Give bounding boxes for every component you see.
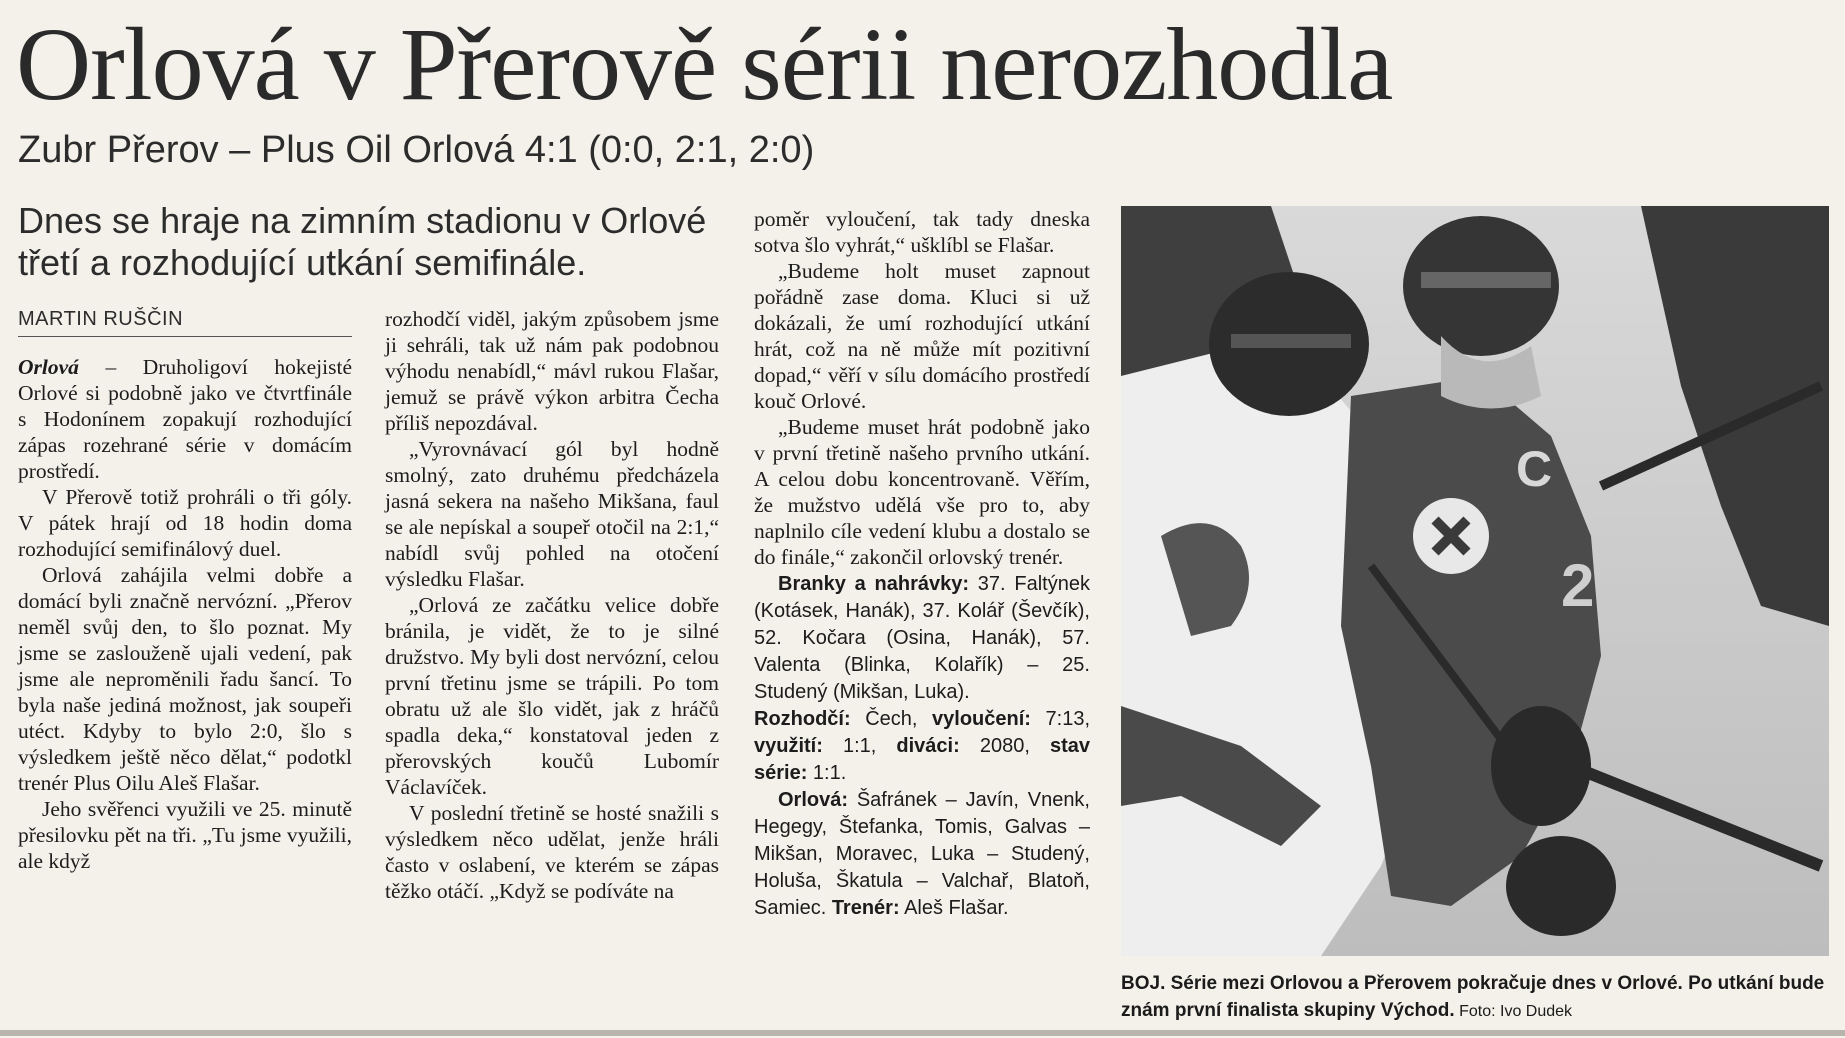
page-bottom-rule [0,1030,1845,1036]
paragraph: „Vyrovnávací gól byl hodně smolný, zato druhému předcházela jasná sekera na našeho Mikšana, faul se ale nepískal a soupeř otočil na 2:1,“ nabídl svůj pohled na otočení výsledku Flašar. [385,437,719,591]
stat-label: Rozhodčí: [754,708,851,730]
stat-label: Orlová: [778,789,849,811]
stat-label: stav série: [754,735,1090,784]
paragraph: „Budeme holt muset zapnout pořádně zase doma. Kluci si už dokázali, že umí rozhodující utkání hrát, což na ně může mít pozitivní dopad,“ věří v sílu domácího prostředí kouč Orlové. [754,259,1090,413]
glove [1506,836,1616,936]
stat-value: 37. Faltýnek (Kotásek, Hanák), 37. Kolář (Ševčík), 52. Kočara (Osina, Hanák), 57. Valenta (Blinka, Kolařík) – 25. Studený (Mikšan, Luka). [754,573,1090,703]
hockey-photo [1121,206,1829,956]
jersey-number: 2 [1561,552,1595,619]
goals-stat [754,570,1090,705]
byline: MARTIN RUŠČIN [18,308,184,330]
paragraph: poměr vyloučení, tak tady dneska sotva šlo vyhrát,“ ušklíbl se Flašar. [754,207,1090,257]
hockey-players-illustration [1121,206,1829,956]
match-stats [754,570,1090,921]
stat-value: Aleš Flašar. [899,897,1009,919]
stat-value: 1:1. [807,762,847,784]
caption-text: Série mezi Orlovou a Přerovem pokračuje dnes v Orlové. Po utkání bude znám první finalista skupiny Východ. [1121,973,1825,1021]
paragraph: Orlová zahájila velmi dobře a domácí byli značně nervózní. „Přerov neměl svůj den, to šlo poznat. My jsme se zaslouženě ujali vedení, pak jsme ale neproměnili řadu šancí. To byla naše jediná možnost, jak soupeři utéct. Kdyby to bylo 2:0, šlo s výsledkem ještě něco dělat,“ podotkl trenér Plus Oilu Aleš Flašar. [18,563,352,795]
stat-label: využití: [754,735,823,757]
lineup-stat [754,786,1090,921]
visor [1231,334,1351,348]
stat-label: Branky a nahrávky: [778,573,970,595]
deck: Dnes se hraje na zimním stadionu v Orlové třetí a rozhodující utkání semifinále. [18,200,707,283]
photo-credit: Foto: Ivo Dudek [1454,1003,1573,1020]
dateline: Orlová [18,355,79,379]
stat-value: Šafránek – Javín, Vnenk, Hegegy, Štefanka, Tomis, Galvas – Mikšan, Moravec, Luka – Studený, Holuša, Škatula – Valchař, Blatoň, Samiec. [754,789,1090,919]
photo-caption [1121,970,1829,1025]
caption-label: BOJ. [1121,973,1166,994]
stat-value: 7:13, [1030,708,1090,730]
jersey-letter: C [1516,441,1553,497]
stat-value: 1:1, [822,735,897,757]
paragraph: Jeho svěřenci využili ve 25. minutě přesilovku pět na tři. „Tu jsme využili, ale když [18,797,352,873]
stat-value: Čech, [850,708,933,730]
stat-label: Trenér: [831,897,900,919]
paragraph [18,354,352,484]
stat-value: 2080, [959,735,1050,757]
article-column-2 [385,306,719,904]
subheadline-score: Zubr Přerov – Plus Oil Orlová 4:1 (0:0, 2:1, 2:0) [18,129,815,171]
stat-label: vyloučení: [932,708,1031,730]
headline: Orlová v Přerově sérii nerozhodla [16,7,1393,122]
article-column-3 [754,206,1090,921]
article-column-1 [18,354,352,874]
paragraph-text: – Druholigoví hokejisté Orlové si podobně jako ve čtvrtfinále s Hodonínem zopakují rozhodující zápas rozehrané série v domácím prostředí. [18,355,352,483]
paragraph: rozhodčí viděl, jakým způsobem jsme ji sehráli, tak už nám pak podobnou výhodu nenabídl,“ mávl rukou Flašar, jemuž se právě výkon arbitra Čecha příliš nepozdával. [385,307,719,435]
paragraph: „Orlová ze začátku velice dobře bránila, je vidět, že to je silné družstvo. My byli dost nervózní, celou první třetinu jsme se trápili. Po tom obratu už ale šlo vidět, jak z hráčů spadla deka,“ konstatoval jeden z přerovských koučů Lubomír Václavíček. [385,593,719,799]
paragraph: „Budeme muset hrát podobně jako v první třetině našeho prvního utkání. A celou dobu koncentrovaně. Věřím, že mužstvo udělá vše pro to, aby naplnilo cíle vedení klubu a dostalo se do finále,“ zakončil orlovský trenér. [754,415,1090,569]
stat-label: diváci: [896,735,960,757]
officials-stat [754,705,1090,786]
visor [1421,272,1551,288]
paragraph: V Přerově totiž prohráli o tři góly. V pátek hrají od 18 hodin doma rozhodující semifinálový duel. [18,485,352,561]
byline-divider [18,336,352,337]
paragraph: V poslední třetině se hosté snažili s výsledkem něco udělat, jenže hráli často v oslabení, ve kterém se zápas těžko otáčí. „Když se podíváte na [385,801,719,903]
